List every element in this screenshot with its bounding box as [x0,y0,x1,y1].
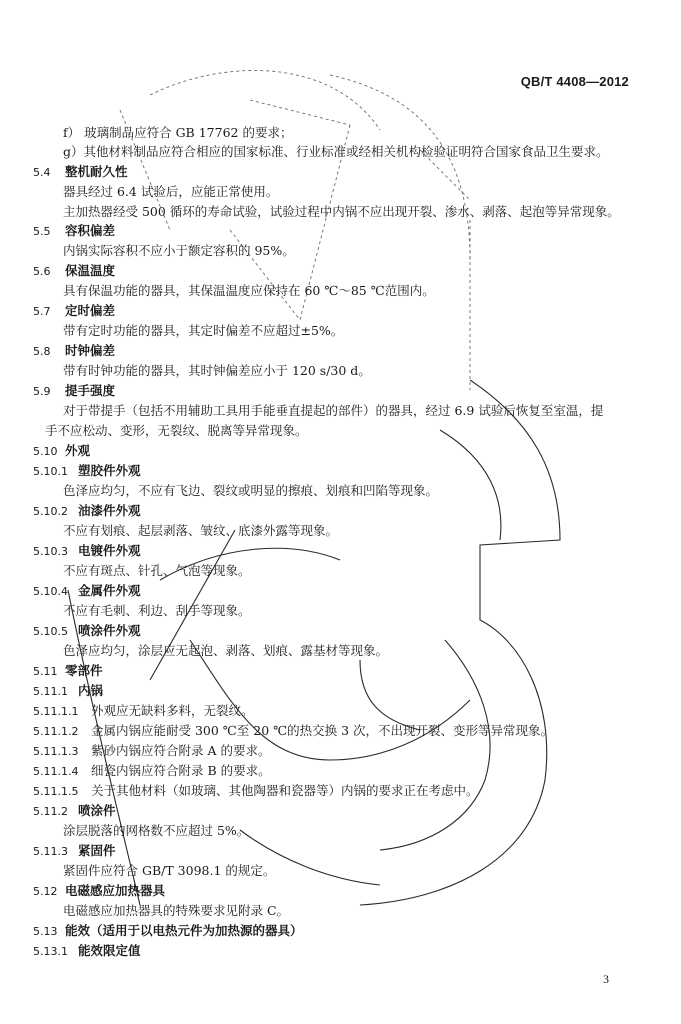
section-number: 5.11.1 [33,685,68,698]
section-number: 5.5 [33,225,51,238]
section-5-11-1-heading [33,682,103,700]
section-title: 油漆件外观 [78,503,141,518]
section-5-12-heading [33,882,165,900]
paragraph: 涂层脱落的网格数不应超过 5%。 [63,823,250,838]
paragraph: 具有保温功能的器具，其保温温度应保持在 60 ℃～85 ℃范围内。 [63,283,435,298]
section-number: 5.4 [33,166,51,179]
section-5-6-heading [33,262,115,280]
section-number: 5.11.2 [33,805,68,818]
item-f-text: f） 玻璃制品应符合 GB 17762 的要求； [63,125,293,140]
section-title: 容积偏差 [65,223,116,238]
section-title: 喷涂件 [78,803,116,818]
clause-text: 细瓷内锅应符合附录 B 的要求。 [91,763,271,778]
section-number: 5.10 [33,445,58,458]
section-title: 喷涂件外观 [78,623,141,638]
clause-5-11-1-5 [33,782,479,800]
paragraph: 带有时钟功能的器具，其时钟偏差应小于 120 s/30 d。 [63,363,371,378]
section-number: 5.13 [33,925,58,938]
paragraph: 色泽应均匀，不应有飞边、裂纹或明显的擦痕、划痕和凹陷等现象。 [63,483,439,498]
paragraph-continuation: 手不应松动、变形，无裂纹、脱离等异常现象。 [45,423,308,438]
section-5-10-heading [33,442,90,460]
paragraph: 内锅实际容积不应小于额定容积的 95%。 [63,243,295,258]
section-number: 5.10.2 [33,505,68,518]
paragraph: 紧固件应符合 GB/T 3098.1 的规定。 [63,863,276,878]
section-5-10-4-heading [33,582,141,600]
clause-text: 紫砂内锅应符合附录 A 的要求。 [91,743,271,758]
paragraph: 主加热器经受 500 循环的寿命试验，试验过程中内锅不应出现开裂、渗水、剥落、起泡等异常现象。 [63,204,620,219]
section-title: 零部件 [65,663,103,678]
item-g-text: g）其他材料制品应符合相应的国家标准、行业标准或经相关机构检验证明符合国家食品卫生要求。 [63,144,609,159]
clause-number: 5.11.1.4 [33,765,79,778]
section-5-8-heading [33,342,115,360]
section-5-11-heading [33,662,103,680]
section-number: 5.11.3 [33,845,68,858]
section-title: 外观 [65,443,91,458]
clause-text: 金属内锅应能耐受 300 ℃至 20 ℃的热交换 3 次，不出现开裂、变形等异常现象。 [91,723,554,738]
paragraph: 电磁感应加热器具的特殊要求见附录 C。 [63,903,290,918]
section-5-5-heading [33,222,115,240]
clause-5-11-1-4 [33,762,271,780]
section-number: 5.10.4 [33,585,68,598]
section-title: 电磁感应加热器具 [65,883,166,898]
paragraph: 对于带提手（包括不用辅助工具用手能垂直提起的部件）的器具，经过 6.9 试验后恢复至室温，提 [63,403,604,418]
section-title: 能效（适用于以电热元件为加热源的器具） [65,923,303,938]
paragraph: 不应有斑点、针孔、气泡等现象。 [63,563,251,578]
section-title: 塑胶件外观 [78,463,141,478]
section-number: 5.9 [33,385,51,398]
section-number: 5.8 [33,345,51,358]
clause-5-11-1-3 [33,742,270,760]
section-title: 紧固件 [78,843,116,858]
section-number: 5.13.1 [33,945,68,958]
standard-number: QB/T 4408—2012 [520,74,629,89]
section-title: 提手强度 [65,383,116,398]
section-5-11-2-heading [33,802,116,820]
paragraph: 色泽应均匀，涂层应无起泡、剥落、划痕、露基材等现象。 [63,643,389,658]
section-title: 定时偏差 [65,303,116,318]
section-number: 5.12 [33,885,58,898]
section-number: 5.11 [33,665,58,678]
clause-number: 5.11.1.1 [33,705,79,718]
clause-5-11-1-2 [33,722,553,740]
section-title: 时钟偏差 [65,343,116,358]
section-5-13-1-heading [33,942,141,960]
section-number: 5.10.5 [33,625,68,638]
clause-number: 5.11.1.5 [33,785,79,798]
section-5-9-heading [33,382,115,400]
section-title: 能效限定值 [78,943,141,958]
section-number: 5.6 [33,265,51,278]
section-5-10-1-heading [33,462,141,480]
section-5-7-heading [33,302,115,320]
section-number: 5.10.3 [33,545,68,558]
paragraph: 不应有毛刺、利边、刮手等现象。 [63,603,251,618]
section-title: 电镀件外观 [78,543,141,558]
page-number: 3 [603,972,609,986]
section-5-10-3-heading [33,542,141,560]
paragraph: 带有定时功能的器具，其定时偏差不应超过±5%。 [63,323,344,338]
paragraph: 不应有划痕、起层剥落、皱纹、底漆外露等现象。 [63,523,339,538]
section-title: 整机耐久性 [65,164,128,179]
section-5-11-3-heading [33,842,116,860]
section-title: 保温温度 [65,263,116,278]
section-5-10-5-heading [33,622,141,640]
clause-5-11-1-1 [33,702,254,720]
section-5-13-heading [33,922,303,940]
clause-number: 5.11.1.2 [33,725,79,738]
section-title: 金属件外观 [78,583,141,598]
clause-text: 外观应无缺料多料，无裂纹。 [91,703,254,718]
section-title: 内锅 [78,683,104,698]
section-5-10-2-heading [33,502,141,520]
paragraph: 器具经过 6.4 试验后，应能正常使用。 [63,184,279,199]
clause-number: 5.11.1.3 [33,745,79,758]
section-5-4-heading [33,163,128,181]
clause-text: 关于其他材料（如玻璃、其他陶器和瓷器等）内锅的要求正在考虑中。 [91,783,479,798]
section-number: 5.10.1 [33,465,68,478]
section-number: 5.7 [33,305,51,318]
